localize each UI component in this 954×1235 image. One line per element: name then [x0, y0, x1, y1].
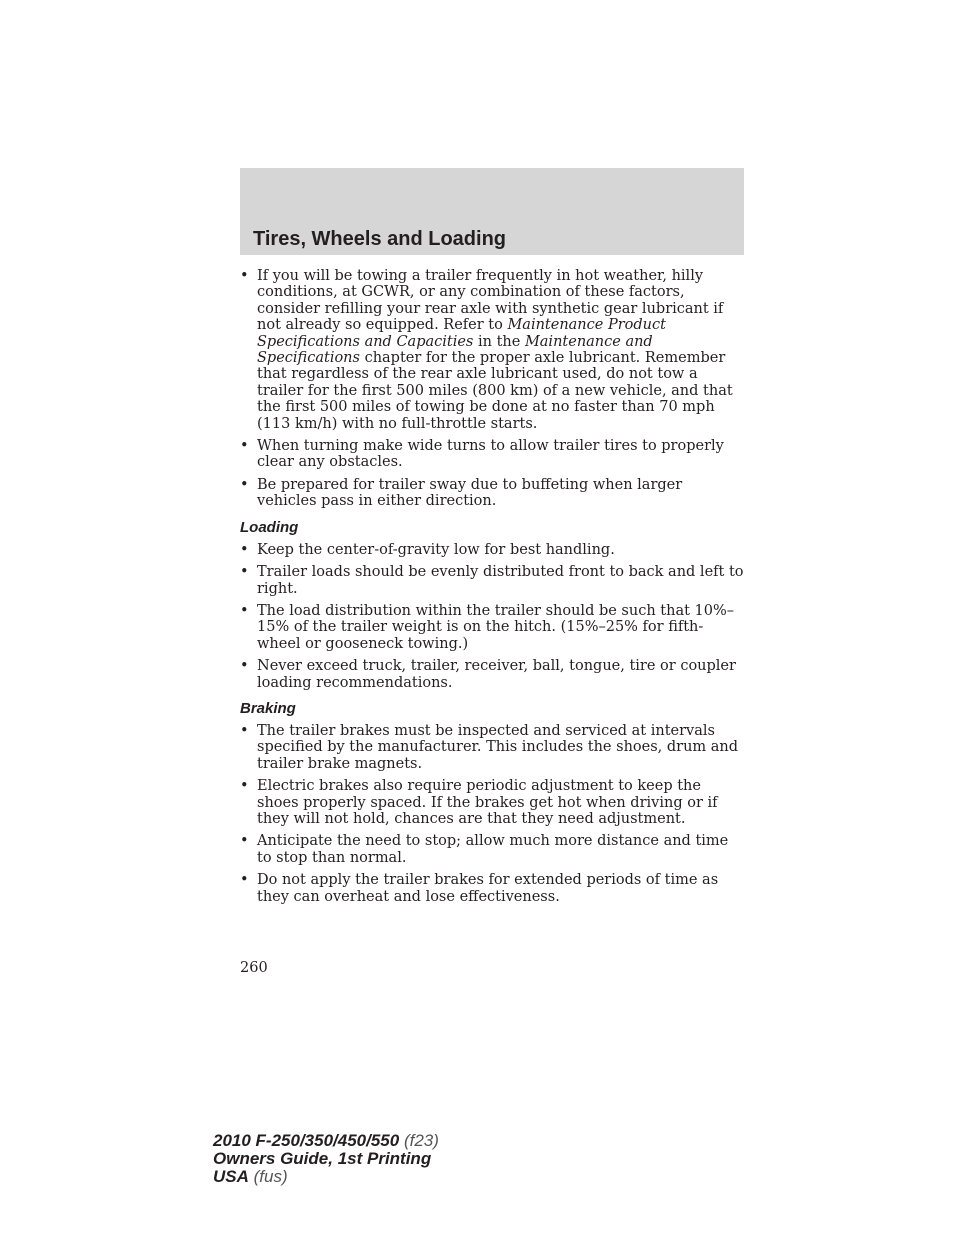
page-number: 260	[240, 960, 268, 976]
list-item: • The load distribution within the trailer should be such that 10%–15% of the trailer weight is on the hitch. (15%–25% for fifth-wheel or gooseneck towing.)	[240, 603, 744, 652]
list-item: • The trailer brakes must be inspected and serviced at intervals specified by the manufacturer. This includes the shoes, drum and trailer brake magnets.	[240, 723, 744, 772]
loading-heading: Loading	[240, 518, 299, 536]
list-item: • Electric brakes also require periodic adjustment to keep the shoes properly spaced. If the brakes get hot when driving or if they will not hold, chances are that they need adjustment.	[240, 778, 744, 827]
section-title: Tires, Wheels and Loading	[253, 228, 507, 250]
list-item: • Never exceed truck, trailer, receiver, ball, tongue, tire or coupler loading recommendations.	[240, 658, 744, 691]
page-content	[240, 268, 744, 911]
braking-bullet-list	[240, 723, 744, 905]
footer-market-line: USA (fus)	[213, 1167, 288, 1186]
footer-model-line: 2010 F-250/350/450/550 (f23)	[213, 1131, 439, 1150]
section-header-band	[240, 168, 744, 255]
document-footer	[213, 1132, 439, 1186]
list-item-wide-turns: • When turning make wide turns to allow trailer tires to properly clear any obstacles.	[240, 438, 744, 471]
reference-maintenance-chapter: Maintenance and Specifications	[257, 333, 653, 367]
towing-bullet-list	[240, 268, 744, 510]
loading-bullet-list	[240, 542, 744, 691]
list-item: • Do not apply the trailer brakes for extended periods of time as they can overheat and lose effectiveness.	[240, 872, 744, 905]
reference-maintenance-product-specs: Maintenance Product Specifications and Capacities	[257, 317, 666, 350]
braking-heading: Braking	[240, 699, 296, 717]
list-item: • Anticipate the need to stop; allow much more distance and time to stop than normal.	[240, 833, 744, 866]
list-item: • Keep the center-of-gravity low for best handling.	[240, 542, 744, 558]
footer-edition-line: Owners Guide, 1st Printing	[213, 1149, 432, 1168]
list-item: • Trailer loads should be evenly distributed front to back and left to right.	[240, 564, 744, 597]
list-item-trailer-sway: • Be prepared for trailer sway due to buffeting when larger vehicles pass in either direction.	[240, 477, 744, 510]
list-item-synthetic-lubricant: • If you will be towing a trailer frequently in hot weather, hilly conditions, at GCWR, or any combination of these factors, consider refilling your rear axle with synthetic gear lubricant if not already so equipped. Refer to Maintenance Product Specifications and Capacities in the Maintenance and Specifications chapter for the proper axle lubricant. Remember that regardless of the rear axle lubricant used, do not tow a trailer for the first 500 miles (800 km) of a new vehicle, and that the first 500 miles of towing be done at no faster than 70 mph (113 km/h) with no full-throttle starts.	[240, 268, 744, 432]
